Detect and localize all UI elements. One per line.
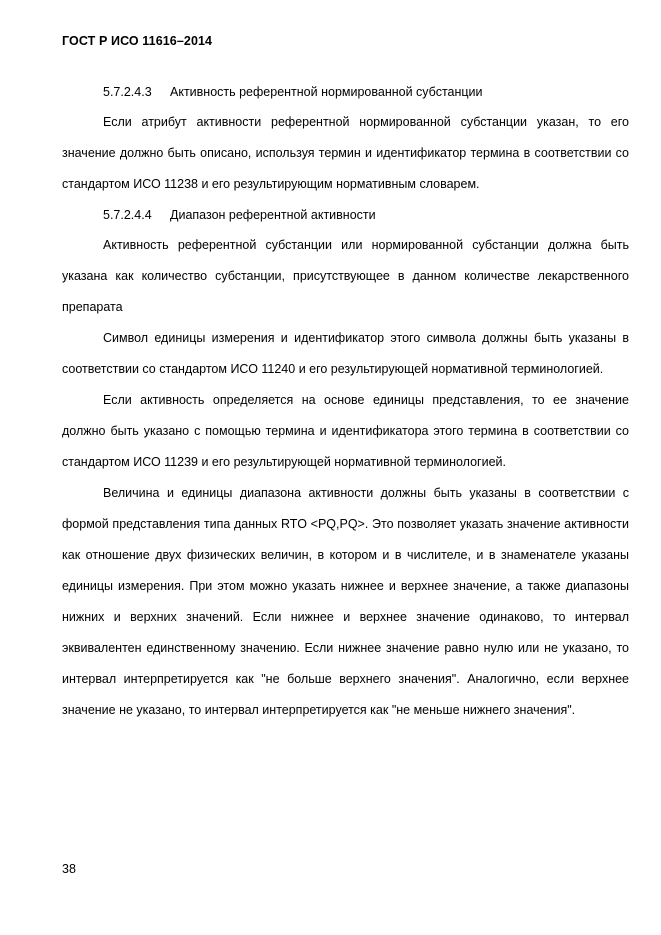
paragraph: Величина и единицы диапазона активности должны быть указаны в соответствии с формой представления типа данных RTO <PQ,PQ>. Это позволяет указать значение активности как отношение двух физических величин, в котором и в числителе, и в знаменателе указаны единицы измерения. При этом можно указать нижнее и верхнее значение, а также диапазоны нижних и верхних значений. Если нижнее и верхнее значение одинаково, то интервал эквивалентен единственному значению. Если нижнее значение равно нулю или не указано, то интервал интерпретируется как "не больше верхнего значения". Аналогично, если верхнее значение не указано, то интервал интерпретируется как "не меньше нижнего значения". [62, 486, 629, 717]
section-heading-5-7-2-4-3 [62, 77, 629, 107]
paragraph: Если активность определяется на основе единицы представления, то ее значение должно быть указано с помощью термина и идентификатора этого термина в соответствии со стандартом ИСО 11239 и его результирующей нормативной терминологией. [62, 393, 629, 469]
section-number: 5.7.2.4.4 [103, 208, 152, 222]
document-header: ГОСТ Р ИСО 11616–2014 [62, 34, 213, 48]
paragraph: Если атрибут активности референтной нормированной субстанции указан, то его значение должно быть описано, используя термин и идентификатор термина в соответствии со стандартом ИСО 11238 и его результирующим нормативным словарем. [62, 115, 629, 191]
document-body [62, 77, 629, 726]
section-title: Диапазон референтной активности [170, 208, 376, 222]
section-title: Активность референтной нормированной субстанции [170, 85, 483, 99]
page-number: 38 [62, 862, 76, 876]
section-heading-5-7-2-4-4 [62, 200, 629, 230]
section-number: 5.7.2.4.3 [103, 85, 152, 99]
paragraph: Символ единицы измерения и идентификатор этого символа должны быть указаны в соответствии со стандартом ИСО 11240 и его результирующей нормативной терминологией. [62, 331, 629, 376]
paragraph: Активность референтной субстанции или нормированной субстанции должна быть указана как количество субстанции, присутствующее в данном количестве лекарственного препарата [62, 238, 629, 314]
